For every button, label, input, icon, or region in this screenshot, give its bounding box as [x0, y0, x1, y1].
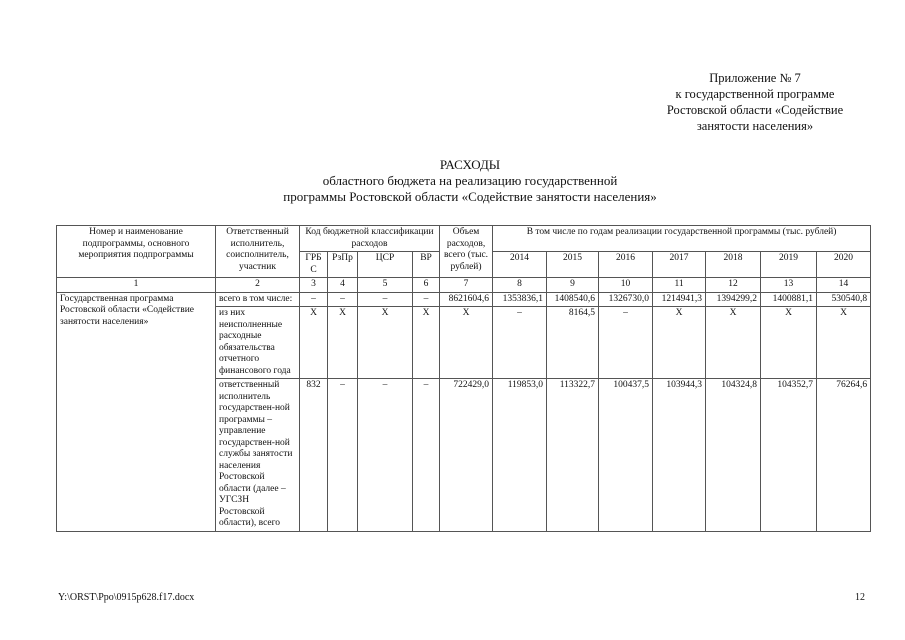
header-grbs: ГРБС [300, 252, 328, 278]
column-number: 4 [328, 278, 358, 293]
title-line-2: областного бюджета на реализацию государственной [322, 173, 618, 188]
header-year: 2017 [653, 252, 706, 278]
year-value-cell: 119853,0 [493, 379, 547, 532]
csr-cell: – [358, 379, 413, 532]
vr-cell: – [413, 292, 440, 307]
title-line-3: программы Ростовской области «Содействие занятости населения» [283, 189, 657, 204]
header-by-years: В том числе по годам реализации государственной программы (тыс. рублей) [493, 226, 871, 252]
column-number: 14 [817, 278, 871, 293]
header-year: 2014 [493, 252, 547, 278]
total-cell: 8621604,6 [440, 292, 493, 307]
header-year: 2019 [761, 252, 817, 278]
year-value-cell: X [706, 307, 761, 379]
column-number: 11 [653, 278, 706, 293]
rzpr-cell: X [328, 307, 358, 379]
responsible-cell: ответственный исполнитель государствен-ной программы – управление государствен-ной службы занятости населения Ростовской области (далее – УГСЗН Ростовской области), всего [216, 379, 300, 532]
responsible-cell: из них неисполненные расходные обязательства отчетного финансового года [216, 307, 300, 379]
document-title [180, 157, 760, 205]
appendix-heading [620, 70, 890, 134]
grbs-cell: – [300, 292, 328, 307]
column-number: 3 [300, 278, 328, 293]
header-vr: ВР [413, 252, 440, 278]
column-number: 12 [706, 278, 761, 293]
column-number: 1 [57, 278, 216, 293]
total-cell: 722429,0 [440, 379, 493, 532]
column-number: 10 [599, 278, 653, 293]
year-value-cell: 1400881,1 [761, 292, 817, 307]
year-value-cell: 103944,3 [653, 379, 706, 532]
header-budget-code: Код бюджетной классификации расходов [300, 226, 440, 252]
column-numbers-row [57, 278, 871, 293]
header-row-1 [57, 226, 871, 252]
column-number: 5 [358, 278, 413, 293]
rzpr-cell: – [328, 379, 358, 532]
header-year: 2018 [706, 252, 761, 278]
table-row [57, 292, 871, 307]
year-value-cell: 1214941,3 [653, 292, 706, 307]
column-number: 13 [761, 278, 817, 293]
year-value-cell: 1408540,6 [547, 292, 599, 307]
year-value-cell: 113322,7 [547, 379, 599, 532]
year-value-cell: – [493, 307, 547, 379]
header-total: Объем расходов, всего (тыс. рублей) [440, 226, 493, 278]
year-value-cell: – [599, 307, 653, 379]
csr-cell: X [358, 307, 413, 379]
year-value-cell: 530540,8 [817, 292, 871, 307]
year-value-cell: 104352,7 [761, 379, 817, 532]
vr-cell: X [413, 307, 440, 379]
appendix-line-1: Приложение № 7 [709, 71, 801, 85]
header-csr: ЦСР [358, 252, 413, 278]
column-number: 6 [413, 278, 440, 293]
program-name-cell: Государственная программа Ростовской области «Содействие занятости населения» [57, 292, 216, 531]
year-value-cell: 1394299,2 [706, 292, 761, 307]
year-value-cell: 100437,5 [599, 379, 653, 532]
year-value-cell: 1353836,1 [493, 292, 547, 307]
year-value-cell: 1326730,0 [599, 292, 653, 307]
rzpr-cell: – [328, 292, 358, 307]
footer-file-path: Y:\ORST\Ppo\0915p628.f17.docx [58, 592, 195, 603]
column-number: 7 [440, 278, 493, 293]
grbs-cell: X [300, 307, 328, 379]
column-number: 9 [547, 278, 599, 293]
grbs-cell: 832 [300, 379, 328, 532]
year-value-cell: X [653, 307, 706, 379]
year-value-cell: 8164,5 [547, 307, 599, 379]
year-value-cell: 76264,6 [817, 379, 871, 532]
responsible-cell: всего в том числе: [216, 292, 300, 307]
year-value-cell: X [817, 307, 871, 379]
vr-cell: – [413, 379, 440, 532]
page-number: 12 [855, 592, 865, 603]
column-number: 2 [216, 278, 300, 293]
title-line-1: РАСХОДЫ [439, 157, 501, 172]
year-value-cell: 104324,8 [706, 379, 761, 532]
year-value-cell: X [761, 307, 817, 379]
column-number: 8 [493, 278, 547, 293]
appendix-line-4: занятости населения» [696, 119, 814, 133]
header-name: Номер и наименование подпрограммы, основного мероприятия подпрограммы [57, 226, 216, 278]
header-year: 2015 [547, 252, 599, 278]
header-year: 2020 [817, 252, 871, 278]
csr-cell: – [358, 292, 413, 307]
appendix-line-3: Ростовской области «Содействие [666, 103, 844, 117]
header-year: 2016 [599, 252, 653, 278]
appendix-line-2: к государственной программе [675, 87, 835, 101]
expenses-table [56, 225, 871, 532]
header-rzpr: РзПр [328, 252, 358, 278]
total-cell: X [440, 307, 493, 379]
header-responsible: Ответственный исполнитель, соисполнитель, участник [216, 226, 300, 278]
